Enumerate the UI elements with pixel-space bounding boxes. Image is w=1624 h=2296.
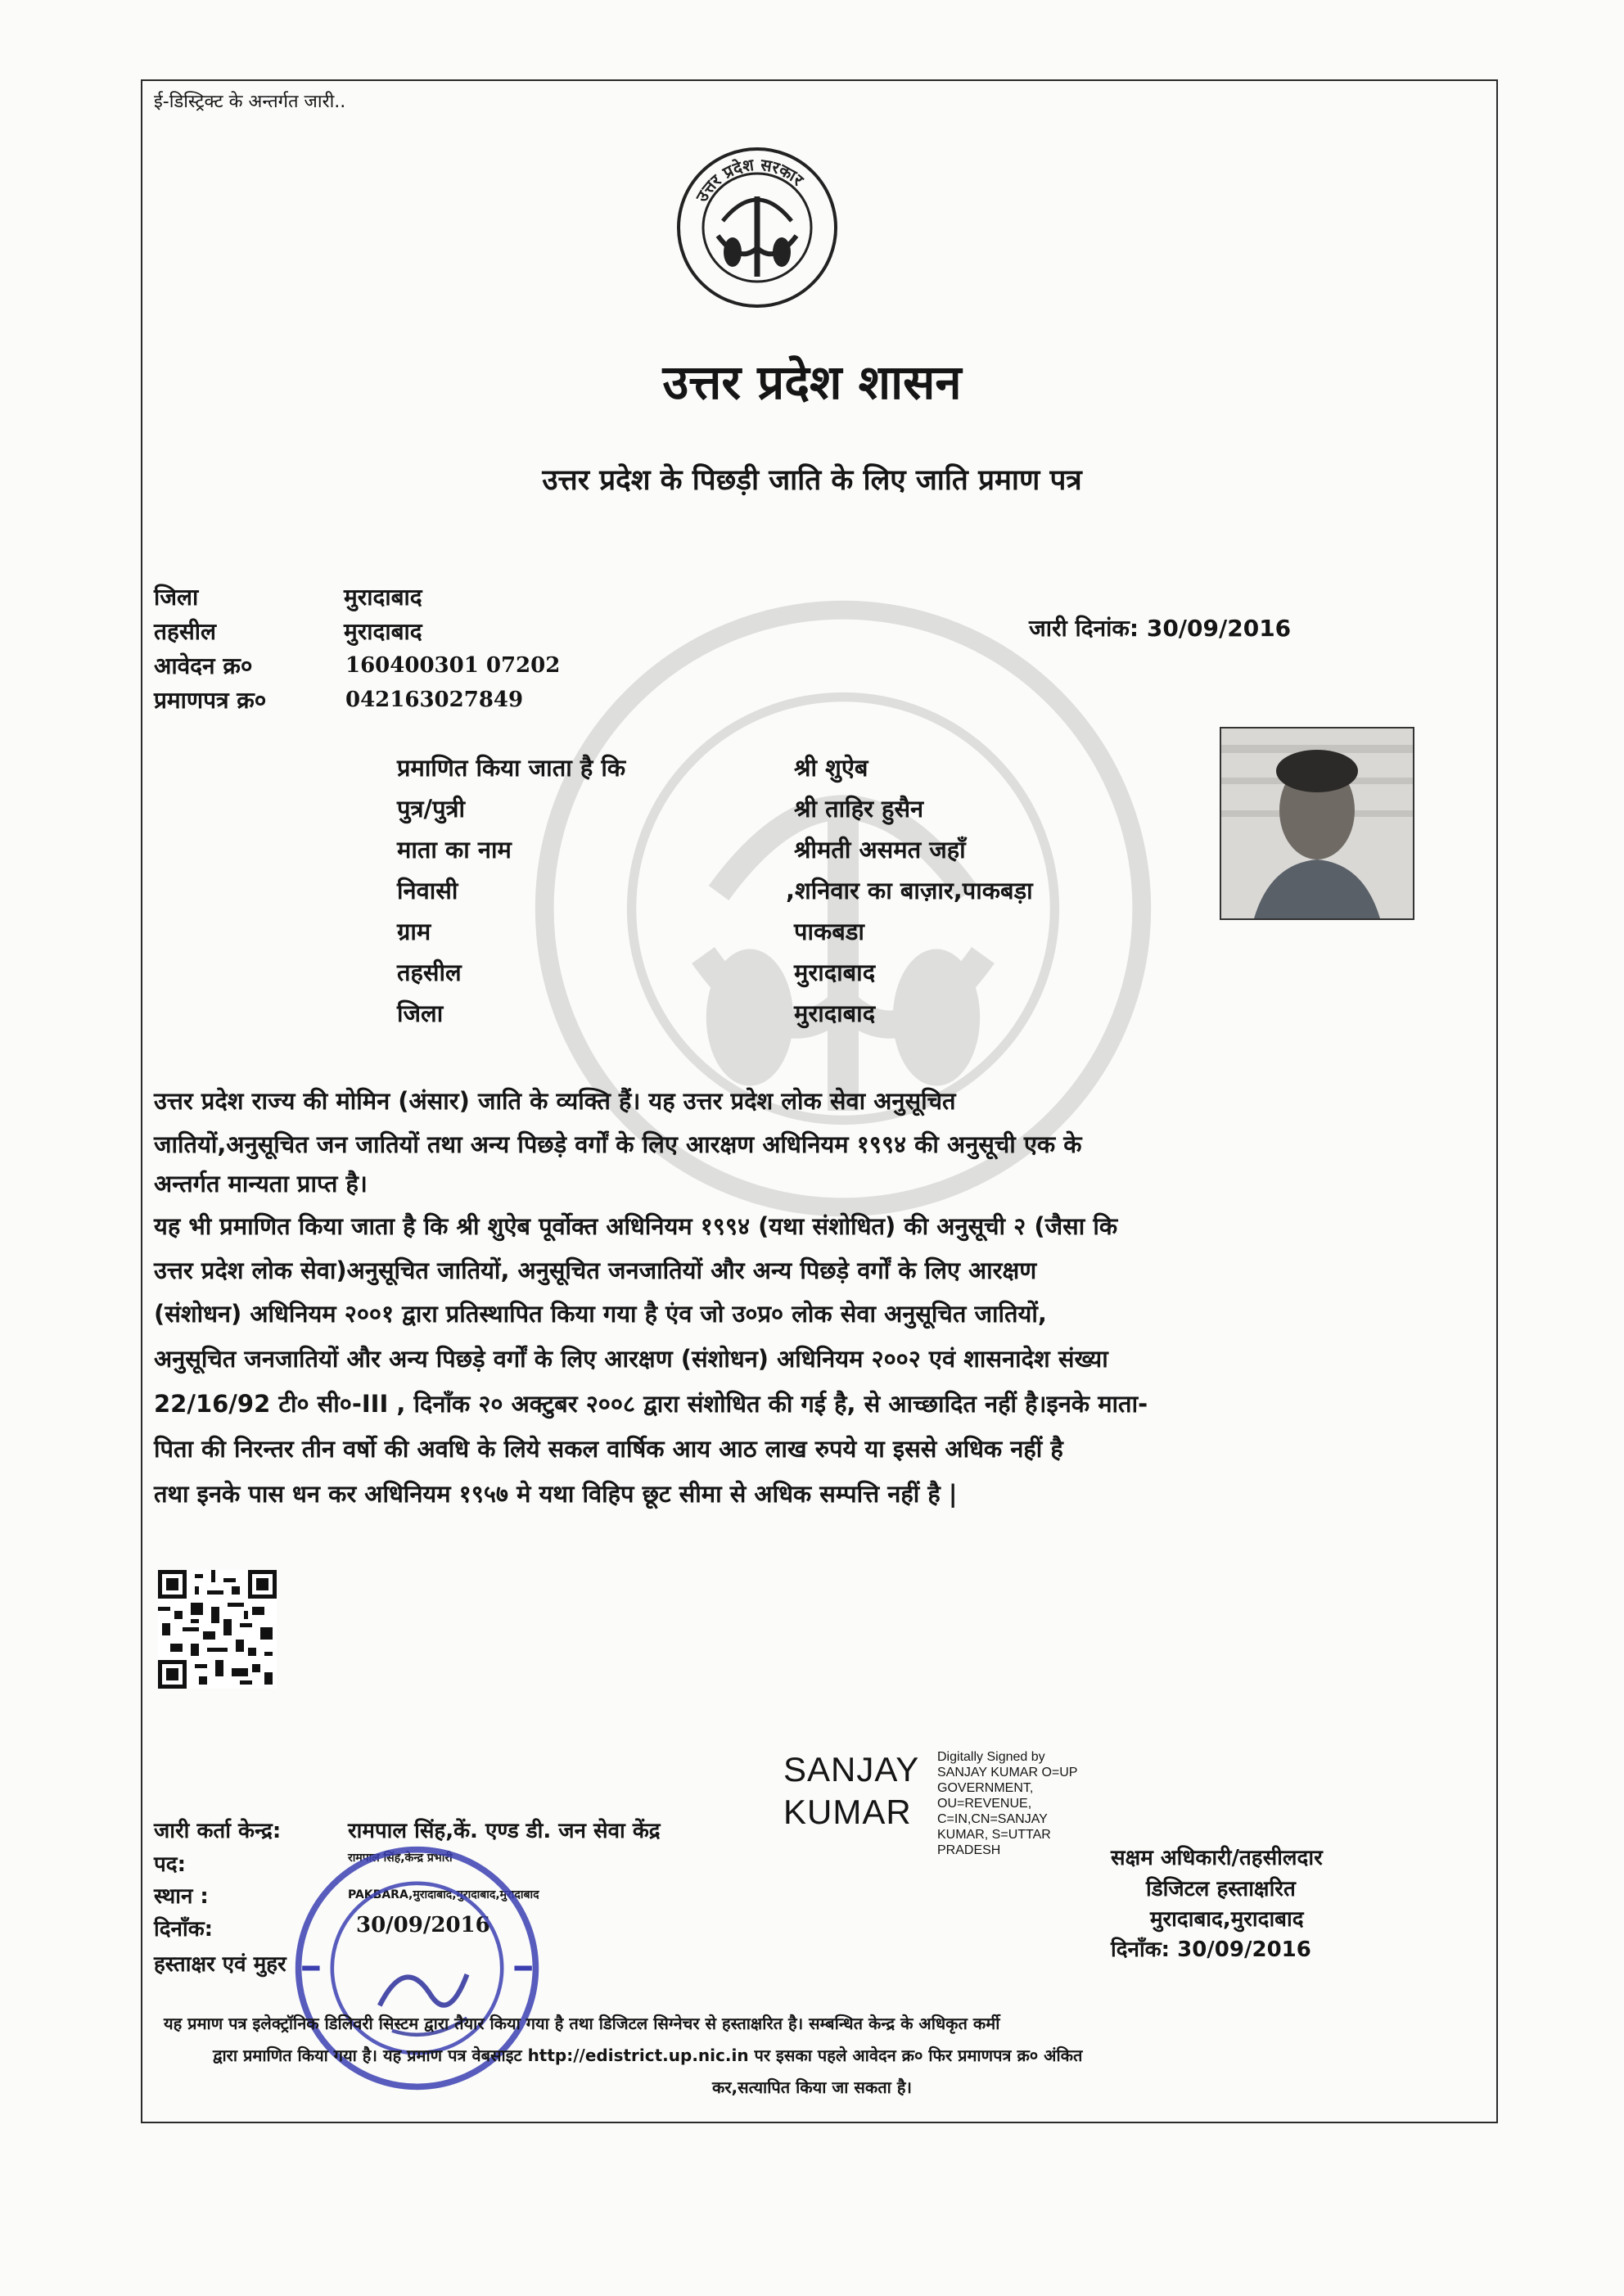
paragraph-line: (संशोधन) अधिनियम २००१ द्वारा प्रतिस्थापित किया गया है एंव जो उ०प्र० लोक सेवा अनुसूचित जातियों,	[154, 1300, 1047, 1328]
info-label-application-no: आवेदन क्र०	[154, 652, 253, 679]
info-label-certificate-no: प्रमाणपत्र क्र०	[154, 687, 267, 714]
issuer-date-label: दिनाँक:	[154, 1917, 214, 1942]
paragraph-line: यह भी प्रमाणित किया जाता है कि श्री शुऐब पूर्वोक्त अधिनियम १९९४ (यथा संशोधित) की अनुसूची २ (जैसा कि	[154, 1212, 1118, 1240]
issuer-post-label: पद:	[154, 1852, 186, 1877]
emblem-text: उत्तर प्रदेश सरकार	[691, 154, 808, 205]
detail-label-district: जिला	[397, 999, 444, 1027]
detail-value-village: पाकबडा	[794, 918, 864, 945]
info-value-application-no: 160400301 07202	[345, 653, 561, 678]
detail-label-certified: प्रमाणित किया जाता है कि	[397, 754, 626, 782]
authority-location: मुरादाबाद,मुरादाबाद	[1150, 1907, 1304, 1932]
watermark-emblem	[532, 598, 1154, 1220]
issuer-date-value: 30/09/2016	[356, 1913, 490, 1937]
paragraph-line: उत्तर प्रदेश राज्य की मोमिन (अंसार) जाति के व्यक्ति हैं। यह उत्तर प्रदेश लोक सेवा अनुसूचित	[154, 1087, 956, 1115]
detail-value-name: श्री शुऐब	[794, 754, 868, 782]
signer-name-line1: SANJAY	[783, 1750, 920, 1789]
info-value-district: मुरादाबाद	[344, 584, 422, 611]
signer-name-line2: KUMAR	[783, 1793, 912, 1831]
authority-digital-signed: डिजिटल हस्ताक्षरित	[1146, 1877, 1296, 1901]
footer-note-line: कर,सत्यापित किया जा सकता है।	[711, 2077, 913, 2097]
paragraph-line: तथा इनके पास धन कर अधिनियम १९५७ मे यथा विहिप छूट सीमा से अधिक सम्पत्ति नहीं है |	[154, 1480, 958, 1508]
issuer-post-value: रामपाल सिंह,केन्द्र प्रभारी	[348, 1852, 453, 1865]
detail-label-tehsil: तहसील	[397, 959, 462, 986]
detail-value-district: मुरादाबाद	[794, 999, 876, 1027]
footer-note-line: द्वारा प्रमाणित किया गया है। यह प्रमाण पत्र वेबसाइट http://edistrict.up.nic.in पर इसका पहले आवेदन क्र० फिर प्रमाणपत्र क्र० अंकित	[213, 2046, 1083, 2065]
info-value-tehsil: मुरादाबाद	[344, 618, 422, 645]
paragraph-line: जातियों,अनुसूचित जन जातियों तथा अन्य पिछड़े वर्गों के लिए आरक्षण अधिनियम १९९४ की अनुसूची एक के	[154, 1130, 1082, 1158]
paragraph-line: पिता की निरन्तर तीन वर्षो की अवधि के लिये सकल वार्षिक आय आठ लाख रुपये या इससे अधिक नहीं है	[154, 1435, 1063, 1463]
header-title: उत्तर प्रदेश शासन	[662, 354, 962, 410]
issuer-place-value: PAKBARA,मुरादाबाद,मुरादाबाद,मुरादाबाद	[348, 1888, 539, 1901]
info-label-district: जिला	[154, 584, 199, 611]
certificate-subtitle: उत्तर प्रदेश के पिछड़ी जाति के लिए जाति प्रमाण पत्र	[542, 464, 1082, 497]
detail-value-resident: ,शनिवार का बाज़ार,पाकबड़ा	[786, 877, 1033, 904]
svg-text:उत्तर प्रदेश सरकार	[691, 155, 807, 206]
issuer-center-value: रामपाल सिंह,कें. एण्ड डी. जन सेवा केंद्र	[348, 1819, 661, 1843]
digital-signature-details: Digitally Signed by SANJAY KUMAR O=UP GOVERNMENT, OU=REVENUE, C=IN,CN=SANJAY KUMAR, S=UTTAR PRADESH	[937, 1750, 1078, 1857]
authority-title: सक्षम अधिकारी/तहसीलदार	[1111, 1846, 1323, 1870]
paragraph-line: उत्तर प्रदेश लोक सेवा)अनुसूचित जातियों, अनुसूचित जनजातियों और अन्य पिछड़े वर्गों के लिए आरक्षण	[154, 1256, 1037, 1284]
issue-date: जारी दिनांक: 30/09/2016	[1029, 615, 1292, 642]
detail-label-village: ग्राम	[397, 918, 431, 945]
paragraph-line: अनुसूचित जनजातियों और अन्य पिछड़े वर्गों के लिए आरक्षण (संशोधन) अधिनियम २००२ एवं शासनादेश संख्या	[154, 1345, 1108, 1373]
detail-label-mother: माता का नाम	[397, 836, 512, 864]
issuer-sign-label: हस्ताक्षर एवं मुहर	[154, 1952, 286, 1977]
up-government-emblem	[675, 146, 839, 309]
top-note: ई-डिस्ट्रिक्ट के अन्तर्गत जारी..	[154, 92, 346, 112]
info-label-tehsil: तहसील	[154, 618, 216, 645]
issuer-place-label: स्थान :	[154, 1884, 209, 1909]
paragraph-line: अन्तर्गत मान्यता प्राप्त है।	[154, 1170, 368, 1198]
info-value-certificate-no: 042163027849	[345, 688, 524, 712]
applicant-photo	[1220, 727, 1414, 920]
detail-value-mother: श्रीमती असमत जहाँ	[794, 836, 966, 864]
authority-date: दिनाँक: 30/09/2016	[1111, 1937, 1311, 1962]
qr-code	[158, 1570, 277, 1689]
issuer-center-label: जारी कर्ता केन्द्र:	[154, 1819, 282, 1843]
paragraph-line: 22/16/92 टी० सी०-III , दिनाँक २० अक्टुबर २००८ द्वारा संशोधित की गई है, से आच्छादित नहीं है।इनके माता-	[154, 1390, 1148, 1418]
detail-label-resident: निवासी	[397, 877, 458, 904]
detail-value-father: श्री ताहिर हुसैन	[794, 795, 924, 823]
detail-label-son-daughter: पुत्र/पुत्री	[397, 795, 466, 823]
footer-note-line: यह प्रमाण पत्र इलेक्ट्रॉनिक डिलिवरी सिस्टम द्वारा तैयार किया गया है तथा डिजिटल सिग्नेचर से हस्ताक्षरित है। सम्बन्धित केन्द्र के अधिकृत कर्मी	[164, 2014, 1000, 2033]
detail-value-tehsil: मुरादाबाद	[794, 959, 876, 986]
